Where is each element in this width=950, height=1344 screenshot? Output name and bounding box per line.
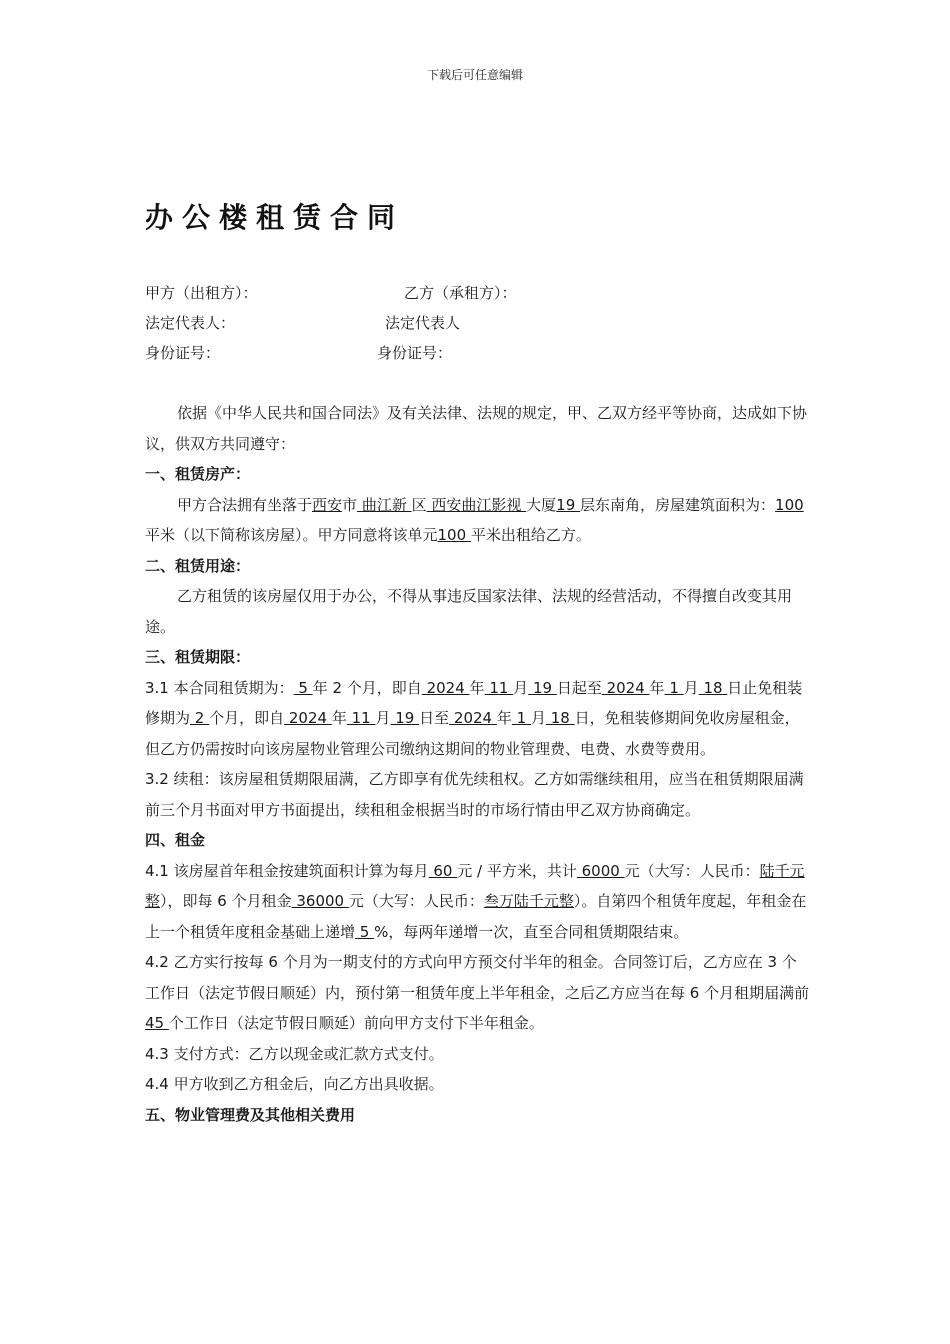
text-run: 月 bbox=[375, 709, 391, 727]
text-run: 区 bbox=[411, 495, 427, 514]
text-run: 日至 bbox=[419, 709, 450, 727]
text-run: ），即每 6 个月租金 bbox=[160, 892, 292, 910]
contract-body bbox=[145, 398, 810, 1130]
text-run: 日起至 bbox=[556, 678, 602, 697]
parties-block bbox=[145, 278, 845, 368]
building-value: 西安曲江影视 bbox=[426, 495, 527, 514]
start-day-value: 19 bbox=[528, 678, 557, 697]
text-run: 平米出租给乙方。 bbox=[470, 526, 591, 544]
lessor-rep-label: 法定代表人： bbox=[145, 314, 236, 332]
text-run: 元（大写：人民币： bbox=[348, 892, 484, 910]
text-run: 日，免租装修期间免收房屋租金，但乙方仍需按时向该房屋物业管理公司缴纳这期间的物业管理费、电费、水费等费用。 bbox=[145, 709, 800, 758]
floor-value: 19 bbox=[556, 495, 581, 514]
text-run: 元 / 平方米，共计 bbox=[457, 861, 577, 880]
free-months-value: 2 bbox=[190, 709, 210, 727]
section-3-heading: 三、租赁期限： bbox=[145, 648, 251, 666]
text-run: %，每两年递增一次，直至合同租赁期限结束。 bbox=[374, 922, 689, 941]
lease-area-value: 100 bbox=[437, 526, 471, 544]
half-year-rent-words: 叁万陆千元整 bbox=[483, 892, 574, 910]
clause-3-2: 3.2 续租：该房屋租赁期限届满，乙方即享有优先续租权。乙方如需继续租用，应当在租赁期限届满前三个月书面对甲方书面提出，续租租金根据当时的市场行情由甲乙双方协商确定。 bbox=[145, 770, 804, 819]
text-run: 3.1 本合同租赁期为： bbox=[145, 678, 294, 697]
text-run: 元（大写：人民币： bbox=[624, 861, 760, 880]
text-run: 甲方合法拥有坐落于 bbox=[177, 495, 313, 514]
free-start-day-value: 19 bbox=[390, 709, 420, 727]
document-title: 办公楼租赁合同 bbox=[145, 201, 405, 234]
end-day-value: 18 bbox=[698, 678, 728, 697]
section-1-heading: 一、租赁房产： bbox=[145, 465, 251, 483]
intro-paragraph: 依据《中华人民共和国合同法》及有关法律、法规的规定，甲、乙双方经平等协商，达成如下协议，供双方共同遵守： bbox=[145, 404, 808, 453]
clause-4-4: 4.4 甲方收到乙方租金后，向乙方出具收据。 bbox=[145, 1075, 444, 1093]
text-run: 层东南角，房屋建筑面积为： bbox=[580, 495, 776, 514]
text-run: 个工作日（法定节假日顺延）前向甲方支付下半年租金。 bbox=[168, 1014, 544, 1032]
free-end-day-value: 18 bbox=[545, 709, 575, 727]
text-run: 大厦 bbox=[526, 495, 557, 514]
increase-rate-value: 5 bbox=[355, 922, 375, 941]
section-4-heading: 四、租金 bbox=[145, 831, 206, 849]
area-value: 100 bbox=[775, 495, 804, 514]
lease-years-value: 5 bbox=[293, 678, 313, 697]
section-2-paragraph: 乙方租赁的该房屋仅用于办公，不得从事违反国家法律、法规的经营活动，不得擅自改变其用途。 bbox=[145, 587, 793, 636]
section-5-heading: 五、物业管理费及其他相关费用 bbox=[145, 1105, 356, 1124]
monthly-rent-words: 陆千元整 bbox=[145, 861, 805, 910]
page-header: 下载后可任意编辑 bbox=[426, 68, 523, 82]
text-run: 4.2 乙方实行按每 6 个月为一期支付的方式向甲方预交付半年的租金。合同签订后，乙方应在 3 个工作日（法定节假日顺延）内，预付第一租赁年度上半年租金，之后乙方应当在每 6 个月租期届满前 bbox=[145, 953, 810, 1002]
party-row-ids bbox=[145, 338, 845, 368]
clause-4-2 bbox=[145, 947, 810, 1039]
clause-3-1 bbox=[145, 673, 810, 765]
start-month-value: 11 bbox=[484, 678, 514, 697]
text-run: 日止免租装修期为 bbox=[145, 678, 803, 727]
section-2-heading: 二、租赁用途： bbox=[145, 556, 251, 575]
text-run: 月 bbox=[513, 678, 529, 697]
text-run: 年 2 个月，即自 bbox=[312, 678, 422, 697]
text-run: 年 bbox=[331, 709, 347, 727]
text-run: 平米（以下简称该房屋）。甲方同意将该单元 bbox=[145, 526, 438, 544]
text-run: 年 bbox=[469, 678, 485, 697]
monthly-rent-value: 6000 bbox=[576, 861, 625, 880]
text-run: 年 bbox=[649, 678, 665, 697]
text-run: 市 bbox=[342, 495, 358, 514]
end-year-value: 2024 bbox=[601, 678, 650, 697]
lessor-label: 甲方（出租方）： bbox=[145, 284, 258, 302]
lessee-rep-label: 法定代表人 bbox=[385, 314, 461, 332]
party-row-representatives bbox=[145, 308, 845, 338]
text-run: 月 bbox=[683, 678, 699, 697]
text-run: 年 bbox=[496, 709, 512, 727]
text-run: 4.1 该房屋首年租金按建筑面积计算为每月 bbox=[145, 861, 429, 880]
free-end-year-value: 2024 bbox=[449, 709, 497, 727]
clause-4-3: 4.3 支付方式：乙方以现金或汇款方式支付。 bbox=[145, 1044, 444, 1063]
district-value: 曲江新 bbox=[357, 495, 412, 514]
free-start-month-value: 11 bbox=[346, 709, 376, 727]
lessor-id-label: 身份证号： bbox=[145, 344, 221, 362]
section-1-paragraph bbox=[145, 490, 810, 551]
free-end-month-value: 1 bbox=[511, 709, 531, 727]
lessee-id-label: 身份证号： bbox=[377, 344, 453, 362]
text-run: ）。自第四个租赁年度起，年租金在上一个租赁年度租金基础上递增 bbox=[145, 892, 807, 941]
payment-days-value: 45 bbox=[145, 1014, 169, 1032]
text-run: 个月，即自 bbox=[209, 709, 285, 727]
half-year-rent-value: 36000 bbox=[291, 892, 349, 910]
free-start-year-value: 2024 bbox=[284, 709, 332, 727]
text-run: 月 bbox=[530, 709, 546, 727]
lessee-label: 乙方（承租方）： bbox=[404, 284, 517, 302]
end-month-value: 1 bbox=[664, 678, 684, 697]
clause-4-1 bbox=[145, 856, 810, 948]
unit-price-value: 60 bbox=[428, 861, 458, 880]
start-year-value: 2024 bbox=[421, 678, 470, 697]
city-value: 西安 bbox=[312, 495, 343, 514]
party-row-names bbox=[145, 278, 845, 308]
